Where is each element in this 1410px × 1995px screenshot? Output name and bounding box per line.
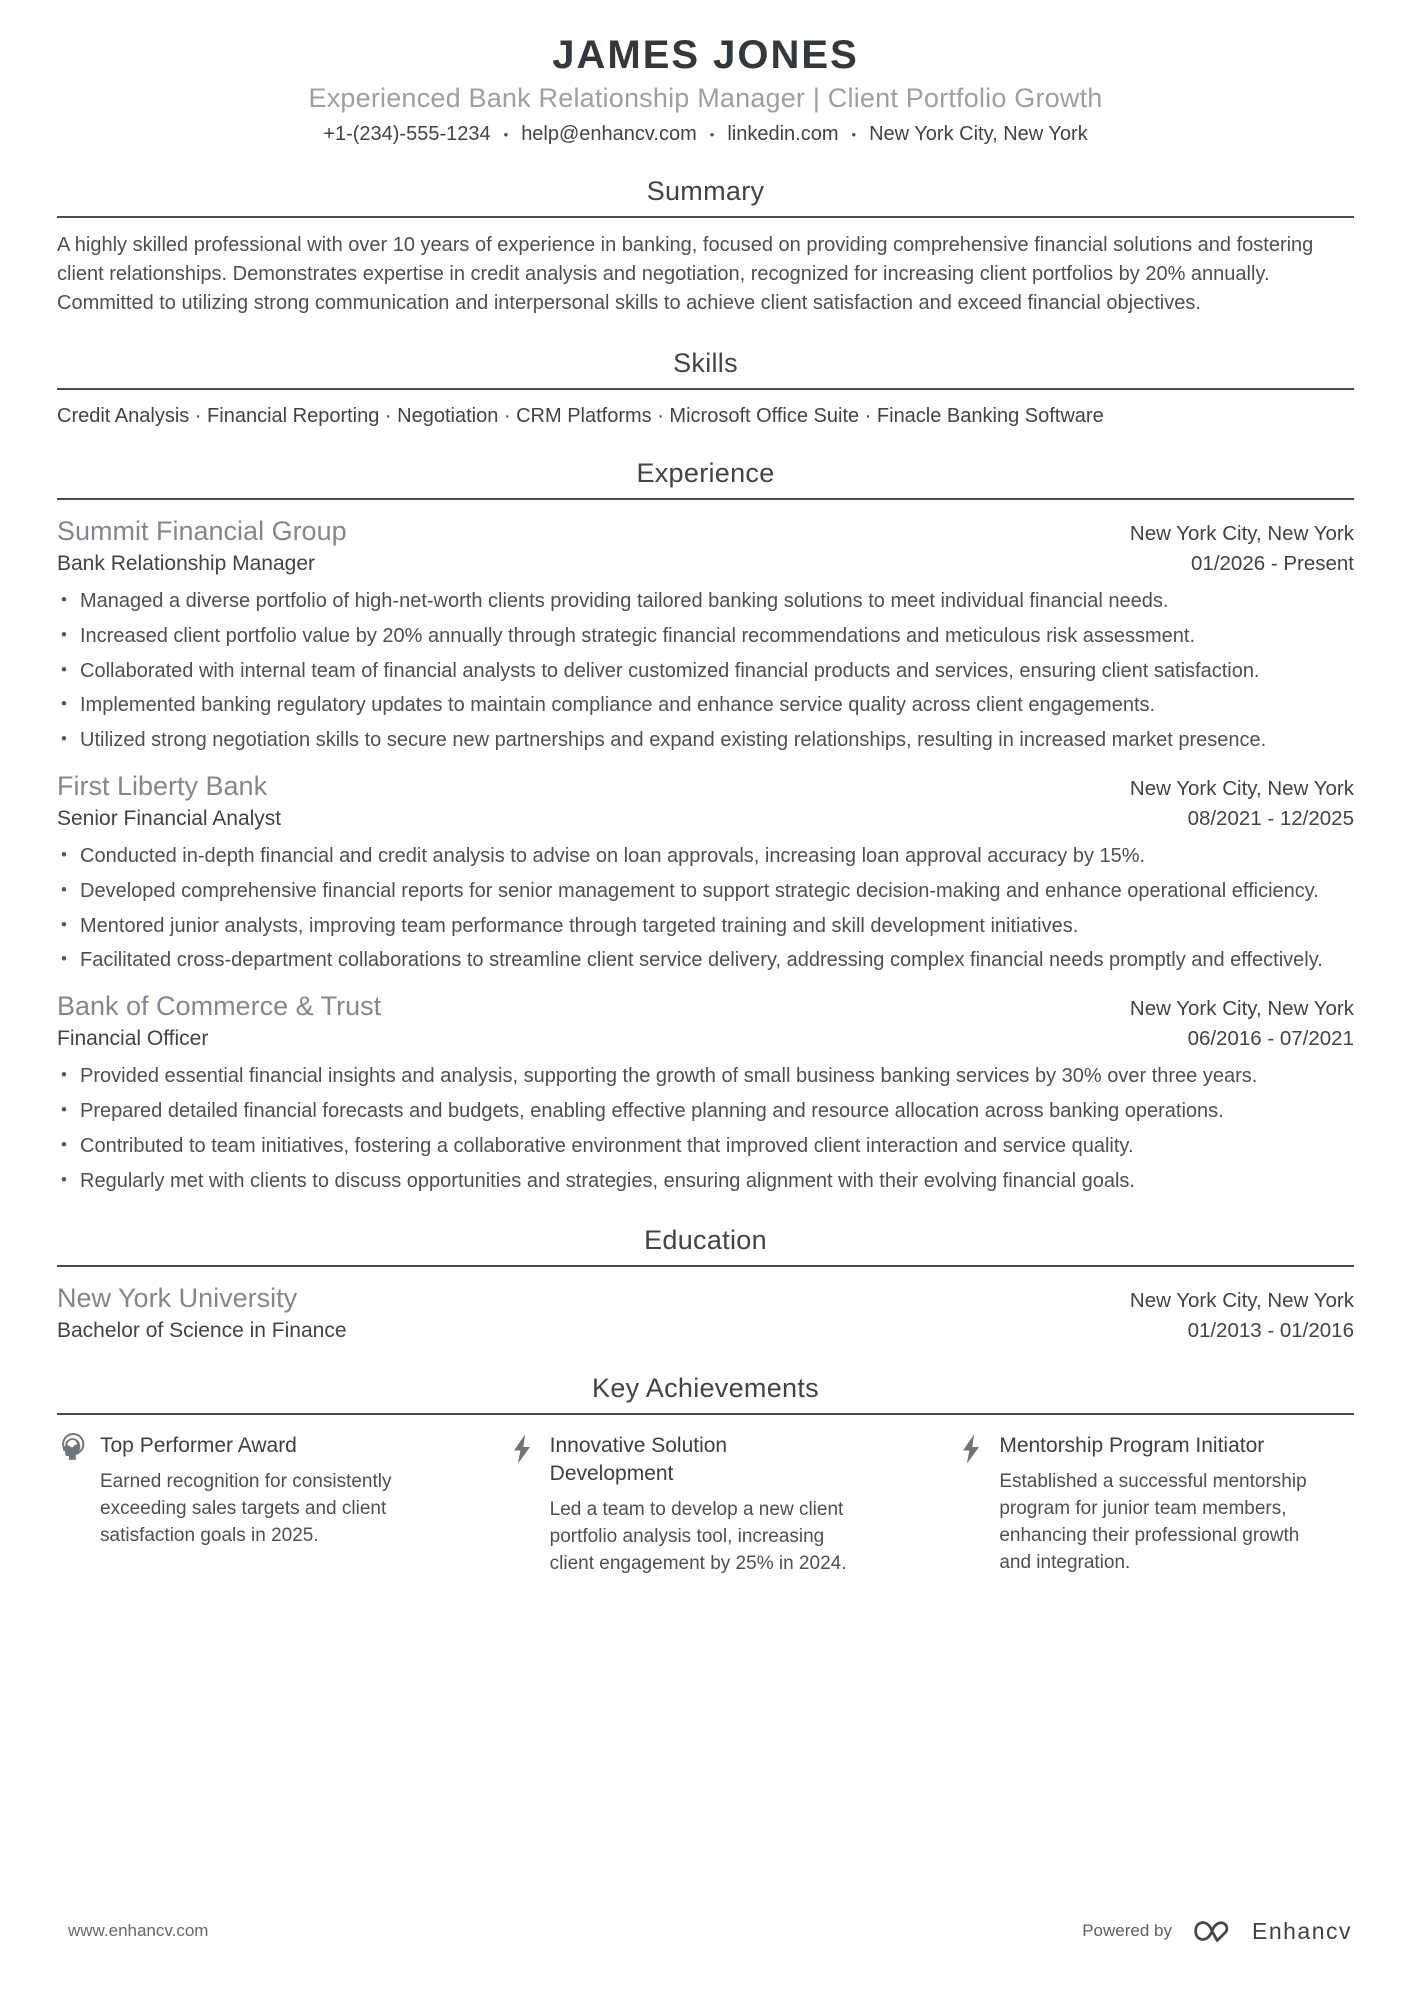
job-bullet: • Increased client portfolio value by 20% annually through strategic financial recommendations and meticulous risk assessment. — [80, 622, 1354, 651]
job-title: Senior Financial Analyst — [57, 806, 282, 830]
achievement-body — [100, 1432, 410, 1550]
job-bullet: • Facilitated cross-department collaborations to streamline client service delivery, addressing complex financial needs promptly and effectively. — [80, 946, 1354, 975]
achievements-grid — [57, 1432, 1354, 1577]
achievement-text: Led a team to develop a new client portfolio analysis tool, increasing client engagement by 25% in 2024. — [549, 1498, 847, 1574]
education-entry — [57, 1283, 1354, 1343]
achievement-title: Innovative Solution Development — [549, 1434, 728, 1486]
section-divider — [57, 388, 1354, 390]
footer-url[interactable]: www.enhancv.com — [68, 1921, 209, 1940]
contact-phone: +1-(234)-555-1234 — [323, 123, 491, 145]
lightning-icon — [507, 1433, 537, 1465]
section-experience — [57, 458, 1354, 1195]
achievement-body — [999, 1432, 1309, 1577]
achievement-body — [550, 1432, 860, 1577]
degree-name: Bachelor of Science in Finance — [57, 1319, 347, 1343]
page-footer — [68, 1913, 1352, 1949]
job-dates: 06/2016 - 07/2021 — [1187, 1027, 1354, 1051]
education-dates: 01/2013 - 01/2016 — [1187, 1319, 1354, 1343]
company-name: Summit Financial Group — [57, 516, 347, 546]
job-location: New York City, New York — [1129, 522, 1354, 545]
company-name: Bank of Commerce & Trust — [57, 991, 382, 1022]
experience-entry — [57, 516, 1354, 755]
section-divider — [57, 1265, 1354, 1267]
section-education — [57, 1225, 1354, 1343]
school-name: New York University — [57, 1283, 298, 1314]
job-location: New York City, New York — [1129, 776, 1354, 800]
school-location: New York City, New York — [1129, 1289, 1354, 1313]
resume-header — [57, 34, 1354, 146]
job-bullet: • Developed comprehensive financial reports for senior management to support strategic decision-making and enhance operational efficiency. — [80, 877, 1354, 906]
job-dates: 08/2021 - 12/2025 — [1187, 806, 1354, 830]
experience-title: Experience — [636, 458, 775, 488]
job-dates: 01/2026 - Present — [1191, 552, 1354, 575]
achievement-title: Mentorship Program Initiator — [999, 1434, 1265, 1458]
job-bullet: • Utilized strong negotiation skills to secure new partnerships and expand existing relationships, resulting in increased market presence. — [80, 726, 1354, 755]
lightning-icon — [956, 1433, 986, 1465]
skills-list: Credit Analysis · Financial Reporting · Negotiation · CRM Platforms · Microsoft Office Suite · Finacle Banking Software — [57, 405, 1104, 427]
mind-icon — [57, 1433, 87, 1465]
job-bullet: • Contributed to team initiatives, fostering a collaborative environment that improved client interaction and service quality. — [80, 1132, 1354, 1161]
experience-entry — [57, 771, 1354, 975]
job-bullet-list — [57, 842, 1354, 975]
section-summary — [57, 176, 1354, 318]
achievement-text: Established a successful mentorship program for junior team members, enhancing their professional growth and integration. — [999, 1471, 1307, 1573]
powered-by-label: Powered by — [1082, 1921, 1172, 1940]
job-location: New York City, New York — [1129, 997, 1354, 1021]
company-name: First Liberty Bank — [57, 770, 268, 801]
job-bullet: • Regularly met with clients to discuss opportunities and strategies, ensuring alignment with their evolving financial goals. — [80, 1167, 1354, 1196]
job-bullet-list — [57, 587, 1354, 755]
job-bullet: • Managed a diverse portfolio of high-net-worth clients providing tailored banking solutions to meet individual financial needs. — [80, 587, 1354, 616]
achievement-text: Earned recognition for consistently exceeding sales targets and client satisfaction goals in 2025. — [100, 1471, 392, 1547]
contact-location: New York City, New York — [869, 123, 1088, 145]
job-bullet: • Conducted in-depth financial and credit analysis to advise on loan approvals, increasing loan approval accuracy by 15%. — [80, 842, 1354, 871]
enhancv-brand-name[interactable]: Enhancv — [1251, 1917, 1352, 1944]
enhancv-logo-icon[interactable] — [1186, 1913, 1238, 1949]
job-bullet: • Mentored junior analysts, improving team performance through targeted training and skill development initiatives. — [80, 912, 1354, 941]
achievement-item — [507, 1432, 905, 1577]
achievement-item — [57, 1432, 455, 1577]
job-title: Financial Officer — [57, 1027, 209, 1051]
candidate-headline: Experienced Bank Relationship Manager | Client Portfolio Growth — [308, 83, 1103, 113]
section-divider — [57, 216, 1354, 218]
section-achievements — [57, 1373, 1354, 1577]
achievement-item — [956, 1432, 1354, 1577]
achievements-title: Key Achievements — [592, 1373, 819, 1404]
contact-line — [57, 123, 1354, 146]
dot-separator: • — [851, 127, 857, 142]
summary-title: Summary — [646, 176, 765, 206]
job-title: Bank Relationship Manager — [57, 552, 315, 575]
contact-linkedin[interactable]: linkedin.com — [727, 123, 839, 145]
section-divider — [57, 498, 1354, 500]
experience-entry — [57, 991, 1354, 1195]
education-title: Education — [644, 1225, 767, 1256]
job-bullet: • Implemented banking regulatory updates to maintain compliance and enhance service quality across client engagements. — [80, 691, 1354, 720]
dot-separator: • — [709, 127, 715, 142]
section-divider — [57, 1413, 1354, 1415]
job-bullet: • Collaborated with internal team of financial analysts to deliver customized financial products and services, ensuring client satisfaction. — [80, 657, 1354, 686]
powered-by — [1082, 1913, 1352, 1949]
job-bullet: • Prepared detailed financial forecasts and budgets, enabling effective planning and resource allocation across banking operations. — [80, 1097, 1354, 1126]
contact-email[interactable]: help@enhancv.com — [521, 123, 697, 145]
skills-title: Skills — [673, 348, 738, 378]
achievement-title: Top Performer Award — [100, 1434, 297, 1458]
candidate-name: JAMES JONES — [552, 33, 859, 77]
dot-separator: • — [503, 127, 509, 142]
job-bullet: • Provided essential financial insights and analysis, supporting the growth of small business banking services by 30% over three years. — [80, 1062, 1354, 1091]
section-skills — [57, 348, 1354, 428]
job-bullet-list — [57, 1062, 1354, 1195]
summary-text: A highly skilled professional with over 10 years of experience in banking, focused on providing comprehensive financial solutions and fostering client relationships. Demonstrates expertise in credit analysis and negotiation, recognized for increasing client portfolios by 20% annually. Committed to utilizing strong communication and interpersonal skills to achieve client satisfaction and exceed financial objectives. — [57, 234, 1314, 314]
